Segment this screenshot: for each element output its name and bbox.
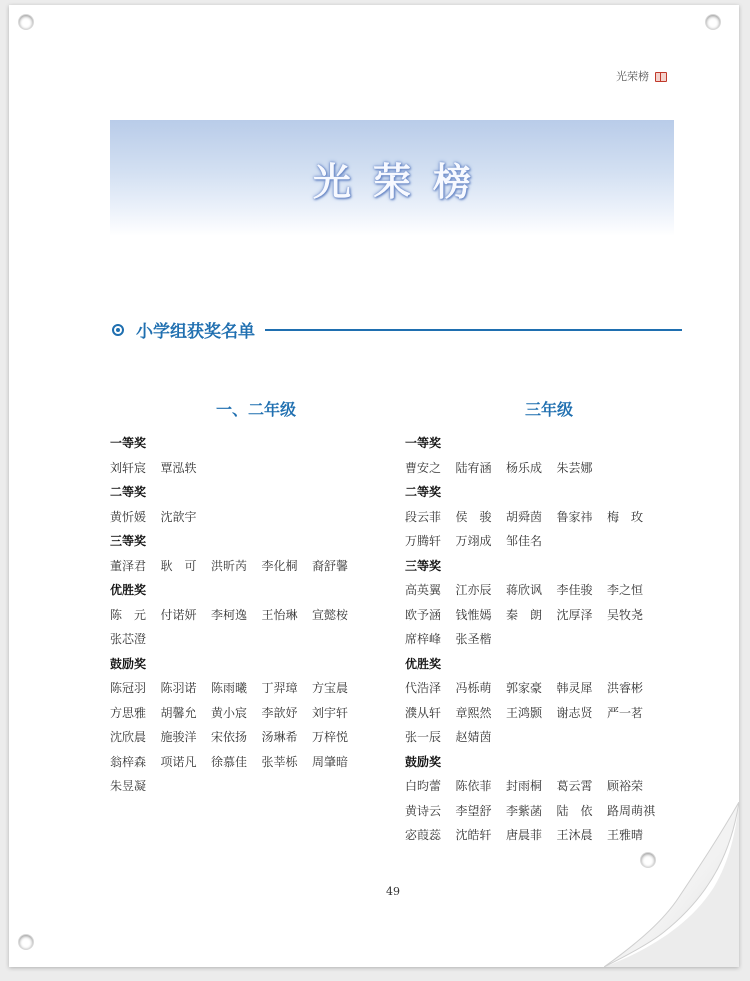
winner-name: 万梓悦 (312, 730, 349, 744)
name-row (405, 456, 685, 481)
winner-name: 汤琳希 (261, 730, 298, 744)
winner-name: 陆 依 (556, 803, 593, 818)
winner-name: 裔舒馨 (312, 558, 349, 573)
grade-column-3 (405, 398, 685, 848)
winner-name: 李紫菡 (506, 803, 543, 818)
winner-name: 李化桐 (261, 558, 298, 573)
winner-name: 刘宇轩 (312, 705, 349, 720)
winner-name: 章熙然 (455, 705, 492, 720)
name-row (405, 676, 685, 701)
punch-hole-top-left (19, 15, 33, 29)
winner-name: 宣懿桉 (312, 607, 349, 622)
winner-name: 陈依菲 (455, 779, 492, 793)
award-category: 三等奖 (405, 558, 442, 573)
running-title: 光荣榜 (616, 70, 649, 83)
winner-name: 吴牧尧 (607, 607, 644, 622)
name-row (405, 529, 685, 554)
winner-name: 钱惟嫣 (455, 607, 492, 622)
winner-name: 李歆妤 (261, 705, 298, 720)
winner-name: 方思雅 (110, 705, 147, 720)
winner-name: 赵婧茵 (455, 730, 492, 744)
winner-name: 高英翼 (405, 583, 442, 597)
name-row (110, 603, 380, 628)
winner-name: 黄小宸 (211, 705, 248, 720)
winner-name: 洪睿彬 (607, 681, 644, 695)
winner-name: 冯栎萌 (455, 681, 492, 695)
page-title: 光荣榜 (312, 158, 493, 204)
winner-name: 刘轩宸 (110, 460, 147, 475)
section-title: 小学组获奖名单 (136, 322, 255, 342)
winner-name: 唐晨菲 (506, 828, 543, 842)
winner-name: 沈歆宇 (160, 509, 197, 524)
award-category: 二等奖 (405, 485, 442, 499)
winner-name: 项诺凡 (160, 754, 197, 769)
winner-name: 覃泓轶 (160, 460, 197, 475)
winner-name: 韩灵犀 (556, 681, 593, 695)
award-category: 优胜奖 (405, 656, 442, 671)
name-row (110, 627, 380, 652)
winner-name: 陈雨曦 (211, 681, 248, 695)
winner-name: 葛云霄 (556, 779, 593, 793)
winner-name: 顾裕荣 (607, 779, 644, 793)
punch-hole-bottom-left (19, 935, 33, 949)
book-icon (655, 72, 667, 81)
name-row (110, 554, 380, 579)
winner-name: 陈羽诺 (160, 681, 197, 695)
name-row (110, 774, 380, 799)
winner-name: 曹安之 (405, 460, 442, 475)
name-row (110, 750, 380, 775)
award-category: 鼓励奖 (405, 754, 442, 769)
name-row (405, 627, 685, 652)
winner-name: 郭家豪 (506, 681, 543, 695)
winner-name: 欧予涵 (405, 607, 442, 622)
winner-name: 陈冠羽 (110, 681, 147, 695)
winner-name: 段云菲 (405, 509, 442, 524)
grade-title: 一、二年级 (215, 400, 296, 419)
award-category: 优胜奖 (110, 583, 147, 597)
winner-name: 万腾轩 (405, 534, 442, 548)
winner-name: 梅 玫 (607, 509, 644, 524)
section-header (112, 317, 682, 342)
winner-name: 沈欣晨 (110, 730, 147, 744)
winner-name: 鲁家祎 (556, 509, 593, 524)
winner-name: 宋依扬 (211, 730, 248, 744)
winner-name: 邹佳名 (506, 534, 543, 548)
winner-name: 胡馨允 (160, 705, 197, 720)
name-row (405, 578, 685, 603)
winner-name: 陆宥涵 (455, 460, 492, 475)
winner-name: 王鸿颢 (506, 705, 543, 720)
winner-name: 王怡琳 (261, 607, 298, 622)
winner-name: 万翊成 (455, 534, 492, 548)
winner-name: 杨乐成 (506, 460, 543, 475)
winner-name: 谢志贤 (556, 705, 593, 720)
winner-name: 王雅晴 (607, 828, 644, 842)
winner-name: 朱芸娜 (556, 460, 593, 475)
winner-name: 宓葭蕊 (405, 828, 442, 842)
winner-name: 张圣楷 (455, 632, 492, 646)
name-row (405, 701, 685, 726)
name-row (110, 701, 380, 726)
winner-name: 施骏洋 (160, 730, 197, 744)
name-row (405, 774, 685, 799)
document-page (9, 5, 739, 967)
award-category: 鼓励奖 (110, 656, 147, 671)
winner-name: 张一辰 (405, 730, 442, 744)
name-row (110, 456, 380, 481)
winner-name: 董泽君 (110, 558, 147, 573)
award-category: 二等奖 (110, 485, 147, 499)
winner-name: 方宝晨 (312, 681, 349, 695)
winner-name: 黄忻媛 (110, 509, 147, 524)
name-row (405, 603, 685, 628)
winner-name: 白昀蕾 (405, 779, 442, 793)
winner-name: 侯 骏 (455, 509, 492, 524)
winner-name: 江亦辰 (455, 583, 492, 597)
award-category: 一等奖 (405, 436, 442, 450)
section-rule (265, 329, 682, 331)
winner-name: 洪昕芮 (211, 558, 248, 573)
name-row (110, 676, 380, 701)
winner-name: 席梓峰 (405, 632, 442, 646)
grade-title: 三年级 (524, 400, 573, 419)
winner-name: 沈厚泽 (556, 607, 593, 622)
name-row (405, 505, 685, 530)
winner-name: 蒋欣讽 (506, 583, 543, 597)
winner-name: 周肇暗 (312, 754, 349, 769)
name-row (110, 505, 380, 530)
winner-name: 付诺妍 (160, 607, 197, 622)
winner-name: 胡舜茵 (506, 509, 543, 524)
punch-hole-top-right (706, 15, 720, 29)
winner-name: 陈 元 (110, 607, 147, 622)
winner-name: 濮从轩 (405, 705, 442, 720)
winner-name: 李佳骏 (556, 583, 593, 597)
winner-name: 李望舒 (455, 803, 492, 818)
winner-name: 丁羿璋 (261, 681, 298, 695)
winner-name: 沈皓轩 (455, 828, 492, 842)
winner-name: 王沐晨 (556, 828, 593, 842)
winner-name: 张莘栎 (261, 754, 298, 769)
winner-name: 黄诗云 (405, 803, 442, 818)
winner-name: 严一茗 (607, 705, 644, 720)
name-row (405, 725, 685, 750)
grade-column-1-2 (110, 398, 380, 799)
winner-name: 路周萌祺 (607, 803, 656, 818)
title-banner (110, 120, 674, 236)
award-category: 三等奖 (110, 534, 147, 548)
award-category: 一等奖 (110, 436, 147, 450)
winner-name: 翁梓森 (110, 754, 147, 769)
winner-name: 张芯澄 (110, 632, 147, 646)
winner-name: 封雨桐 (506, 779, 543, 793)
name-row (110, 725, 380, 750)
page-number: 49 (386, 885, 400, 898)
winner-name: 耿 可 (160, 558, 197, 573)
winner-name: 李之恒 (607, 583, 644, 597)
winner-name: 李柯逸 (211, 607, 248, 622)
winner-name: 徐慕佳 (211, 754, 248, 769)
winner-name: 秦 朗 (506, 607, 543, 622)
target-icon (112, 324, 124, 336)
running-header (616, 68, 667, 84)
winner-name: 朱昱凝 (110, 779, 147, 793)
winner-name: 代浩泽 (405, 681, 442, 695)
